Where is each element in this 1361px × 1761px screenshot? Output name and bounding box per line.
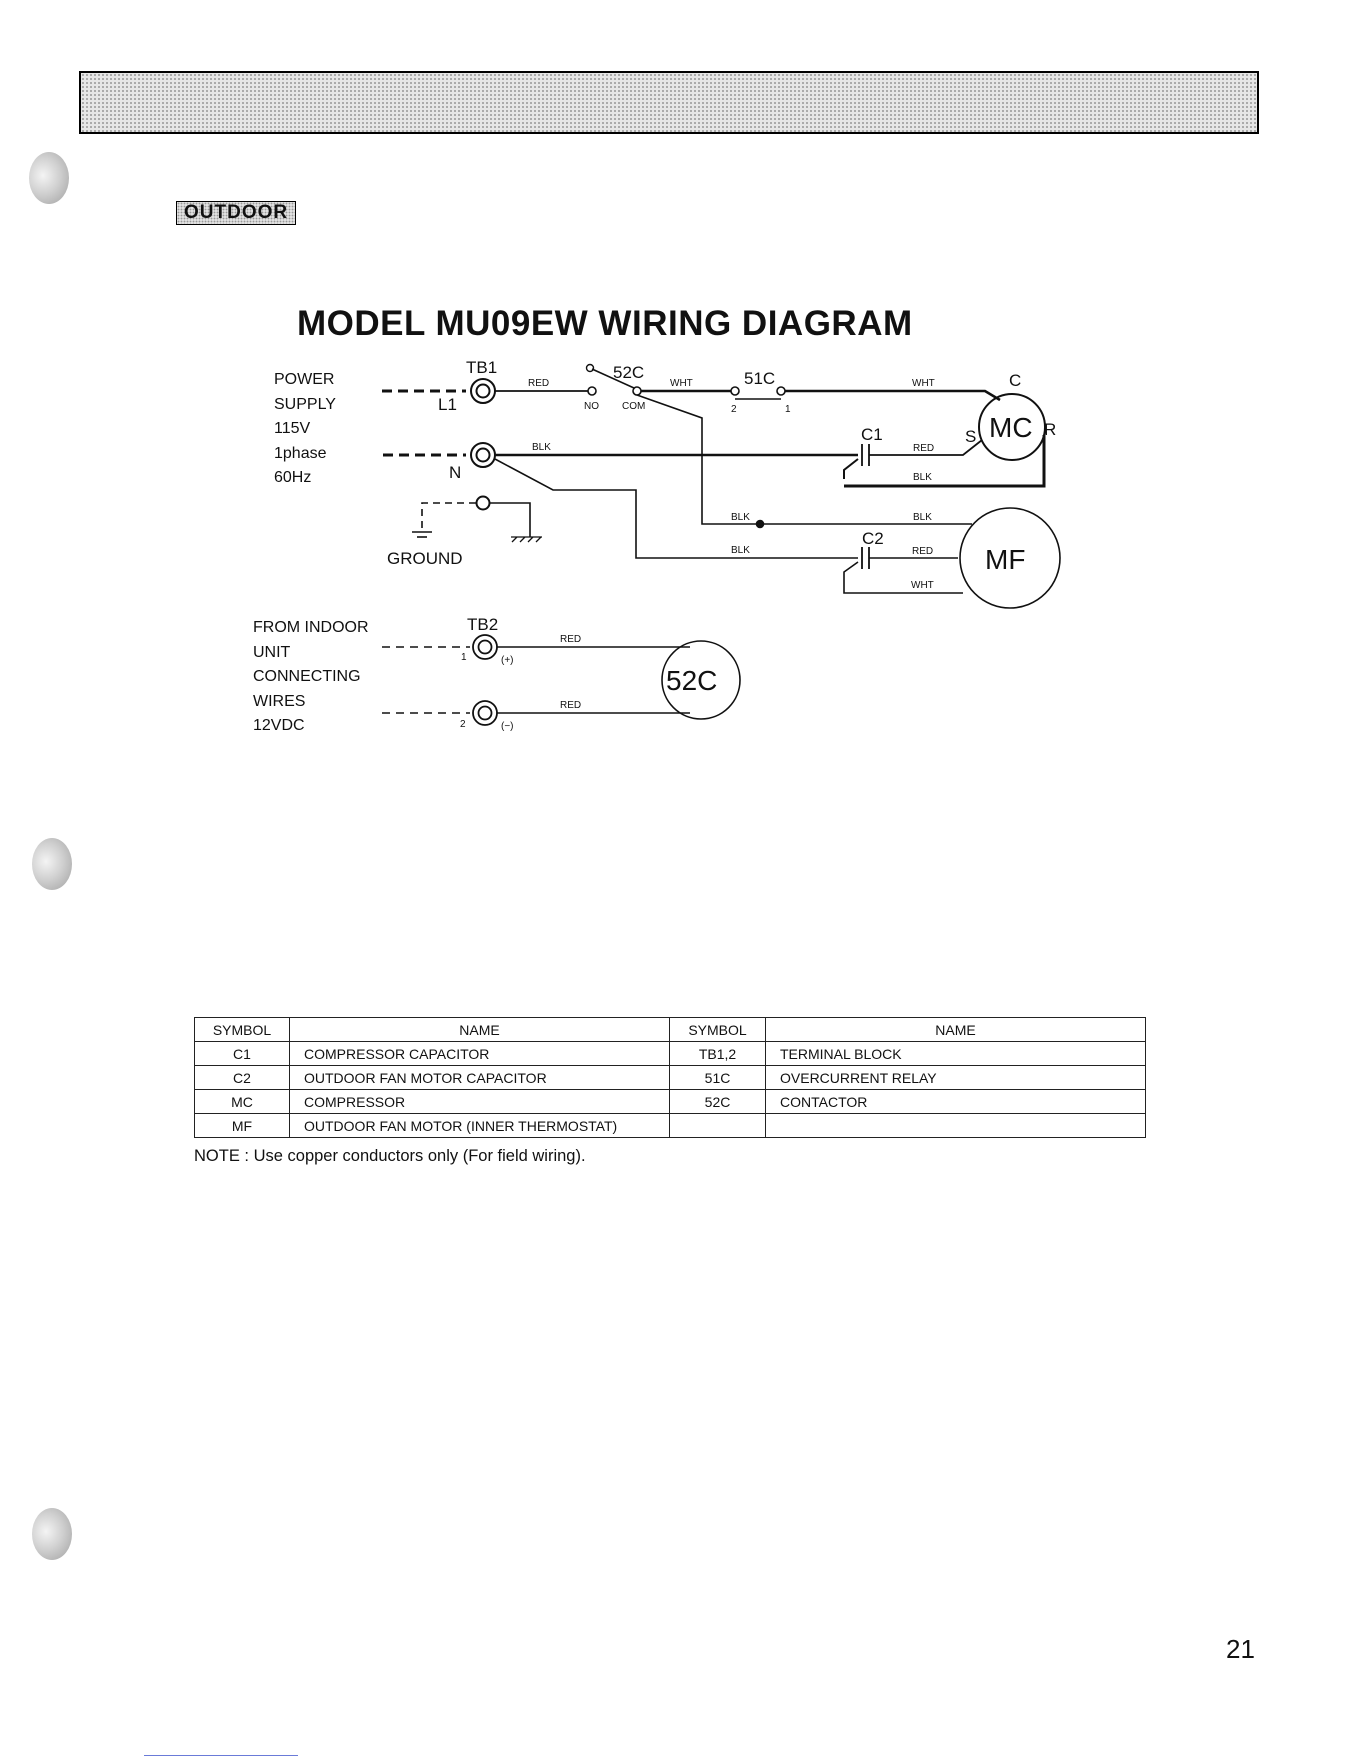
table-cell: COMPRESSOR [290, 1090, 670, 1114]
symbol-table [194, 1017, 1146, 1138]
wire-blk-c2-label: BLK [731, 545, 750, 556]
power-supply-line: 1phase [274, 444, 327, 462]
table-cell: OUTDOOR FAN MOTOR (INNER THERMOSTAT) [290, 1114, 670, 1138]
indoor-unit-line: UNIT [253, 643, 291, 661]
tb1-terminal-n [471, 443, 495, 467]
ground-label: GROUND [387, 549, 463, 568]
punch-hole-middle [32, 838, 72, 890]
punch-hole-bottom [32, 1508, 72, 1560]
mc-pin-s: S [965, 427, 977, 446]
contact-51c-1 [777, 387, 785, 395]
table-cell [670, 1114, 766, 1138]
table-row [195, 1114, 1146, 1138]
tb2-term-1: 1 [461, 652, 467, 663]
power-supply-line: SUPPLY [274, 395, 336, 413]
wire-red-c2-label: RED [912, 546, 934, 557]
relay-51c-pin1: 1 [785, 404, 791, 415]
indoor-unit-line: CONNECTING [253, 668, 361, 685]
wire-wht-52c-label: WHT [670, 378, 693, 389]
wire-blk-c2 [495, 459, 858, 558]
contactor-coil-52c-label: 52C [666, 665, 718, 696]
table-cell: 51C [670, 1066, 766, 1090]
table-row [195, 1066, 1146, 1090]
table-row [195, 1042, 1146, 1066]
indoor-unit-line: WIRES [253, 692, 306, 710]
wire-wht-51c-label: WHT [912, 378, 935, 389]
tb1-terminal-l1 [471, 379, 495, 403]
table-cell: COMPRESSOR CAPACITOR [290, 1042, 670, 1066]
header-name: NAME [766, 1018, 1146, 1042]
contact-52c-no [588, 387, 596, 395]
table-cell: MC [195, 1090, 290, 1114]
wire-blk-mf-right-label: BLK [913, 512, 932, 523]
tb2-plus: (+) [501, 655, 514, 666]
wire-blk-mf-top [637, 395, 972, 524]
table-cell: OUTDOOR FAN MOTOR CAPACITOR [290, 1066, 670, 1090]
c1-feedback-lead [844, 459, 858, 479]
wire-red-tb2-1-label: RED [560, 634, 582, 645]
junction-dot [757, 521, 764, 528]
table-cell: C2 [195, 1066, 290, 1090]
table-cell: 52C [670, 1090, 766, 1114]
table-cell: CONTACTOR [766, 1090, 1146, 1114]
relay-52c-label: 52C [613, 363, 645, 382]
relay-51c-label: 51C [744, 369, 776, 388]
page-number: 21 [1226, 1634, 1255, 1664]
indoor-unit-line: 12VDC [253, 717, 305, 734]
l1-label: L1 [438, 395, 457, 414]
table-cell: OVERCURRENT RELAY [766, 1066, 1146, 1090]
power-supply-line: POWER [274, 371, 335, 388]
note-text: NOTE : Use copper conductors only (For field wiring). [194, 1147, 586, 1165]
wiring-diagram [0, 0, 1361, 800]
mc-pin-c: C [1009, 371, 1022, 390]
section-tag: OUTDOOR [176, 201, 296, 225]
tb1-label: TB1 [466, 358, 498, 377]
table-cell [766, 1114, 1146, 1138]
chassis-ground-symbol [511, 537, 542, 542]
wire-red-c1-label: RED [913, 443, 935, 454]
tb2-terminal-2 [473, 701, 497, 725]
wire-blk-n-label: BLK [532, 442, 551, 453]
wire-wht-c2-label: WHT [911, 580, 934, 591]
fan-motor-mf-label: MF [985, 544, 1026, 575]
tb2-term-2: 2 [460, 719, 466, 730]
table-cell: C1 [195, 1042, 290, 1066]
tb2-terminal-1 [473, 635, 497, 659]
contact-52c-pivot [587, 365, 594, 372]
wire-blk-c1-label: BLK [913, 472, 932, 483]
header-symbol: SYMBOL [195, 1018, 290, 1042]
compressor-mc-label: MC [989, 412, 1033, 443]
table-cell: TERMINAL BLOCK [766, 1042, 1146, 1066]
tb2-label: TB2 [467, 615, 499, 634]
contact-52c-com [633, 387, 641, 395]
com-label: COM [622, 401, 646, 412]
table-header-row [195, 1018, 1146, 1042]
tb1-terminal-ground [477, 497, 490, 510]
diagram-title: MODEL MU09EW WIRING DIAGRAM [297, 304, 913, 343]
no-label: NO [584, 401, 599, 412]
power-supply-line: 60Hz [274, 469, 312, 486]
footer-link-underline [144, 1755, 298, 1756]
n-label: N [449, 463, 462, 482]
table-cell: MF [195, 1114, 290, 1138]
capacitor-c1-label: C1 [861, 425, 883, 444]
ground-dashed-lead [422, 503, 476, 530]
chassis-ground-lead [490, 503, 530, 537]
power-supply-line: 115V [274, 420, 311, 437]
tb2-minus: (−) [501, 721, 514, 732]
wire-red-tb2-2-label: RED [560, 700, 582, 711]
table-cell: TB1,2 [670, 1042, 766, 1066]
wire-wht-51c [785, 391, 1000, 400]
mc-pin-r: R [1044, 420, 1057, 439]
contact-51c-2 [731, 387, 739, 395]
wire-red-tb1-label: RED [528, 378, 550, 389]
capacitor-c2-label: C2 [862, 529, 884, 548]
wire-blk-mf-top-label: BLK [731, 512, 750, 523]
punch-hole-top [29, 152, 69, 204]
relay-51c-pin2: 2 [731, 404, 737, 415]
table-row [195, 1090, 1146, 1114]
header-symbol: SYMBOL [670, 1018, 766, 1042]
header-name: NAME [290, 1018, 670, 1042]
indoor-unit-line: FROM INDOOR [253, 619, 369, 636]
